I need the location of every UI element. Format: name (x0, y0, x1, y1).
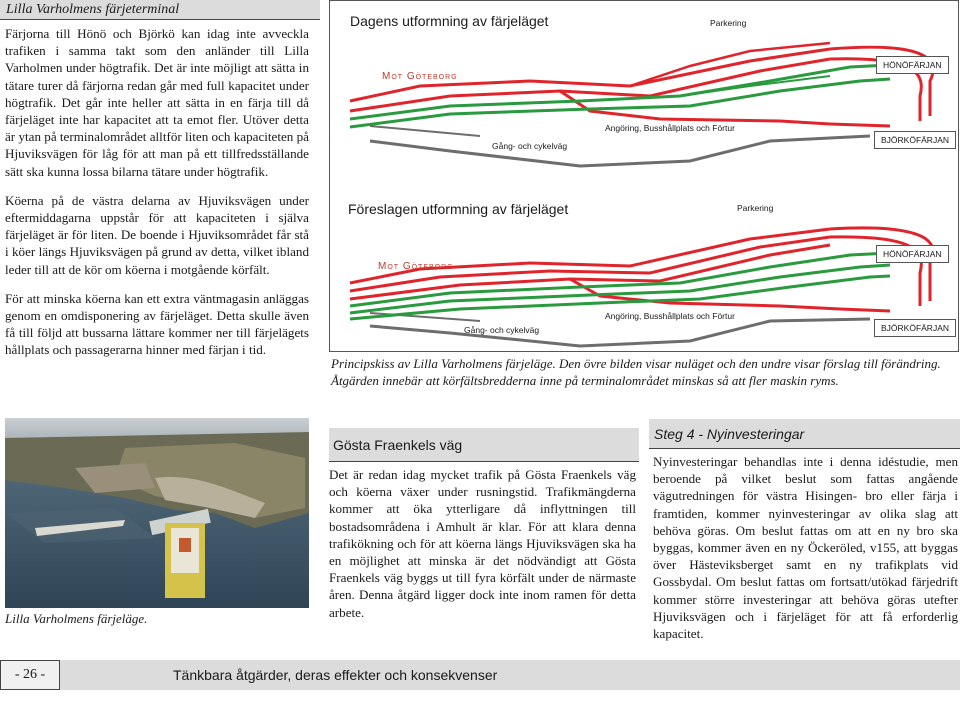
right-paragraph: Nyinvesteringar behandlas inte i denna idéstudie, men beroende på vilket beslut som fattas angående vägutredningen för västra Hisingen- bro eller färja i framtiden, kommer nyinvesteringar av olika slag att behöva göras. Om beslut fattas om att en ny bro ska byggas, kommer även en ny Öckeröled, v155, att byggas över Hästeviksberget samt en ny trafikplats vid Gossbydal. Om beslut fattas om fortsatt/utökad färjedrift kommer större investeringar att behöva göras utefter Hjuviksvägen och i färjeläget för att få erforderlig kapacitet. (653, 454, 958, 642)
section-heading-terminal: Lilla Varholmens färjeterminal (0, 0, 320, 20)
proposed-mot-goteborg-label: Mot Göteborg (378, 261, 454, 272)
current-layout-title: Dagens utformning av färjeläget (350, 13, 549, 29)
proposed-layout-title: Föreslagen utformning av färjeläget (348, 201, 569, 217)
ferry-terminal-diagram (329, 0, 959, 352)
footer-title: Tänkbara åtgärder, deras effekter och konsekvenser (173, 667, 498, 683)
paragraph-2: Köerna på de västra delarna av Hjuviksvägen under eftermiddagarna uppstår för att kapaciteten i själva färjeläget är för liten. De boende i Hjuviksområdet får stå i köer längs Hjuviksvägen på grund av detta, vilket ibland leder till att de kör om köerna i motgående körfält. (5, 192, 309, 277)
left-text-column (5, 25, 309, 371)
diagram-caption: Principskiss av Lilla Varholmens färjeläge. Den övre bilden visar nuläget och den undre visar förslag till förändring. Åtgärden innebär att körfältsbredderna inne på terminalområdet minskas så att fler maskin ryms. (331, 356, 941, 388)
aerial-photo-ferry-terminal (5, 418, 309, 608)
section-heading-steg-4: Steg 4 - Nyinvesteringar (649, 419, 960, 449)
section-heading-gosta-fraenkels: Gösta Fraenkels väg (329, 428, 639, 462)
proposed-hono-ferry-label: HÖNÖFÄRJAN (876, 245, 949, 263)
current-gang-cykel-label: Gång- och cykelväg (492, 141, 568, 151)
paragraph-3: För att minska köerna kan ett extra väntmagasin anläggas genom en omdisponering av färjeläget. Detta skulle även få till följd att bussarna lättare kommer ner till färjelägets hållplats och passagerarna hinner med färjan i tid. (5, 290, 309, 358)
current-angoring-label: Angöring, Busshållplats och Förtur (605, 123, 735, 133)
right-text-column (653, 453, 958, 642)
current-bjorko-ferry-label: BJÖRKÖFÄRJAN (874, 131, 956, 149)
middle-paragraph: Det är redan idag mycket trafik på Gösta Fraenkels väg och köerna växer under rusningstid. Trafikmängderna kommer att öka ytterligare då inflyttningen till bostadsområdena i Amhult är klar. För att klara denna trafikökning och för att köerna längs Hjuviksvägen ska ha en möjlighet att minska är det nödvändigt att Gösta Fraenkels väg byggs ut till fyra körfält under de närmaste åren. Denna åtgärd ligger dock inte inom ramen för detta arbete. (329, 467, 636, 620)
proposed-parking-label: Parkering (737, 203, 774, 213)
current-mot-goteborg-label: Mot Göteborg (382, 71, 458, 82)
middle-text-column (329, 466, 636, 621)
proposed-bjorko-ferry-label: BJÖRKÖFÄRJAN (874, 319, 956, 337)
current-parking-label: Parkering (710, 18, 747, 28)
proposed-layout-lanes (350, 228, 933, 346)
current-layout-lanes (350, 43, 933, 166)
page-number: - 26 - (0, 660, 60, 690)
proposed-angoring-label: Angöring, Busshållplats och Förtur (605, 311, 735, 321)
photo-caption: Lilla Varholmens färjeläge. (5, 611, 148, 626)
paragraph-1: Färjorna till Hönö och Björkö kan idag inte avveckla trafiken i samma takt som den anländer till Lilla Varholmen under högtrafik. Det är inte möjligt att sätta in tätare turer då färjorna redan går med full kapacitet under högtrafik. Det går inte heller att sätta in en färja till då färjeläget inte har kapacitet att ta emot fler. Utöver detta är ytan på terminalområdet alltför liten och kapaciteten på Hjuviksvägen för låg för att man på ett tillfredsställande sätt ska kunna lossa bilarna tätare under högtrafik. (5, 26, 309, 179)
current-hono-ferry-label: HÖNÖFÄRJAN (876, 56, 949, 74)
proposed-gang-cykel-label: Gång- och cykelväg (464, 325, 540, 335)
